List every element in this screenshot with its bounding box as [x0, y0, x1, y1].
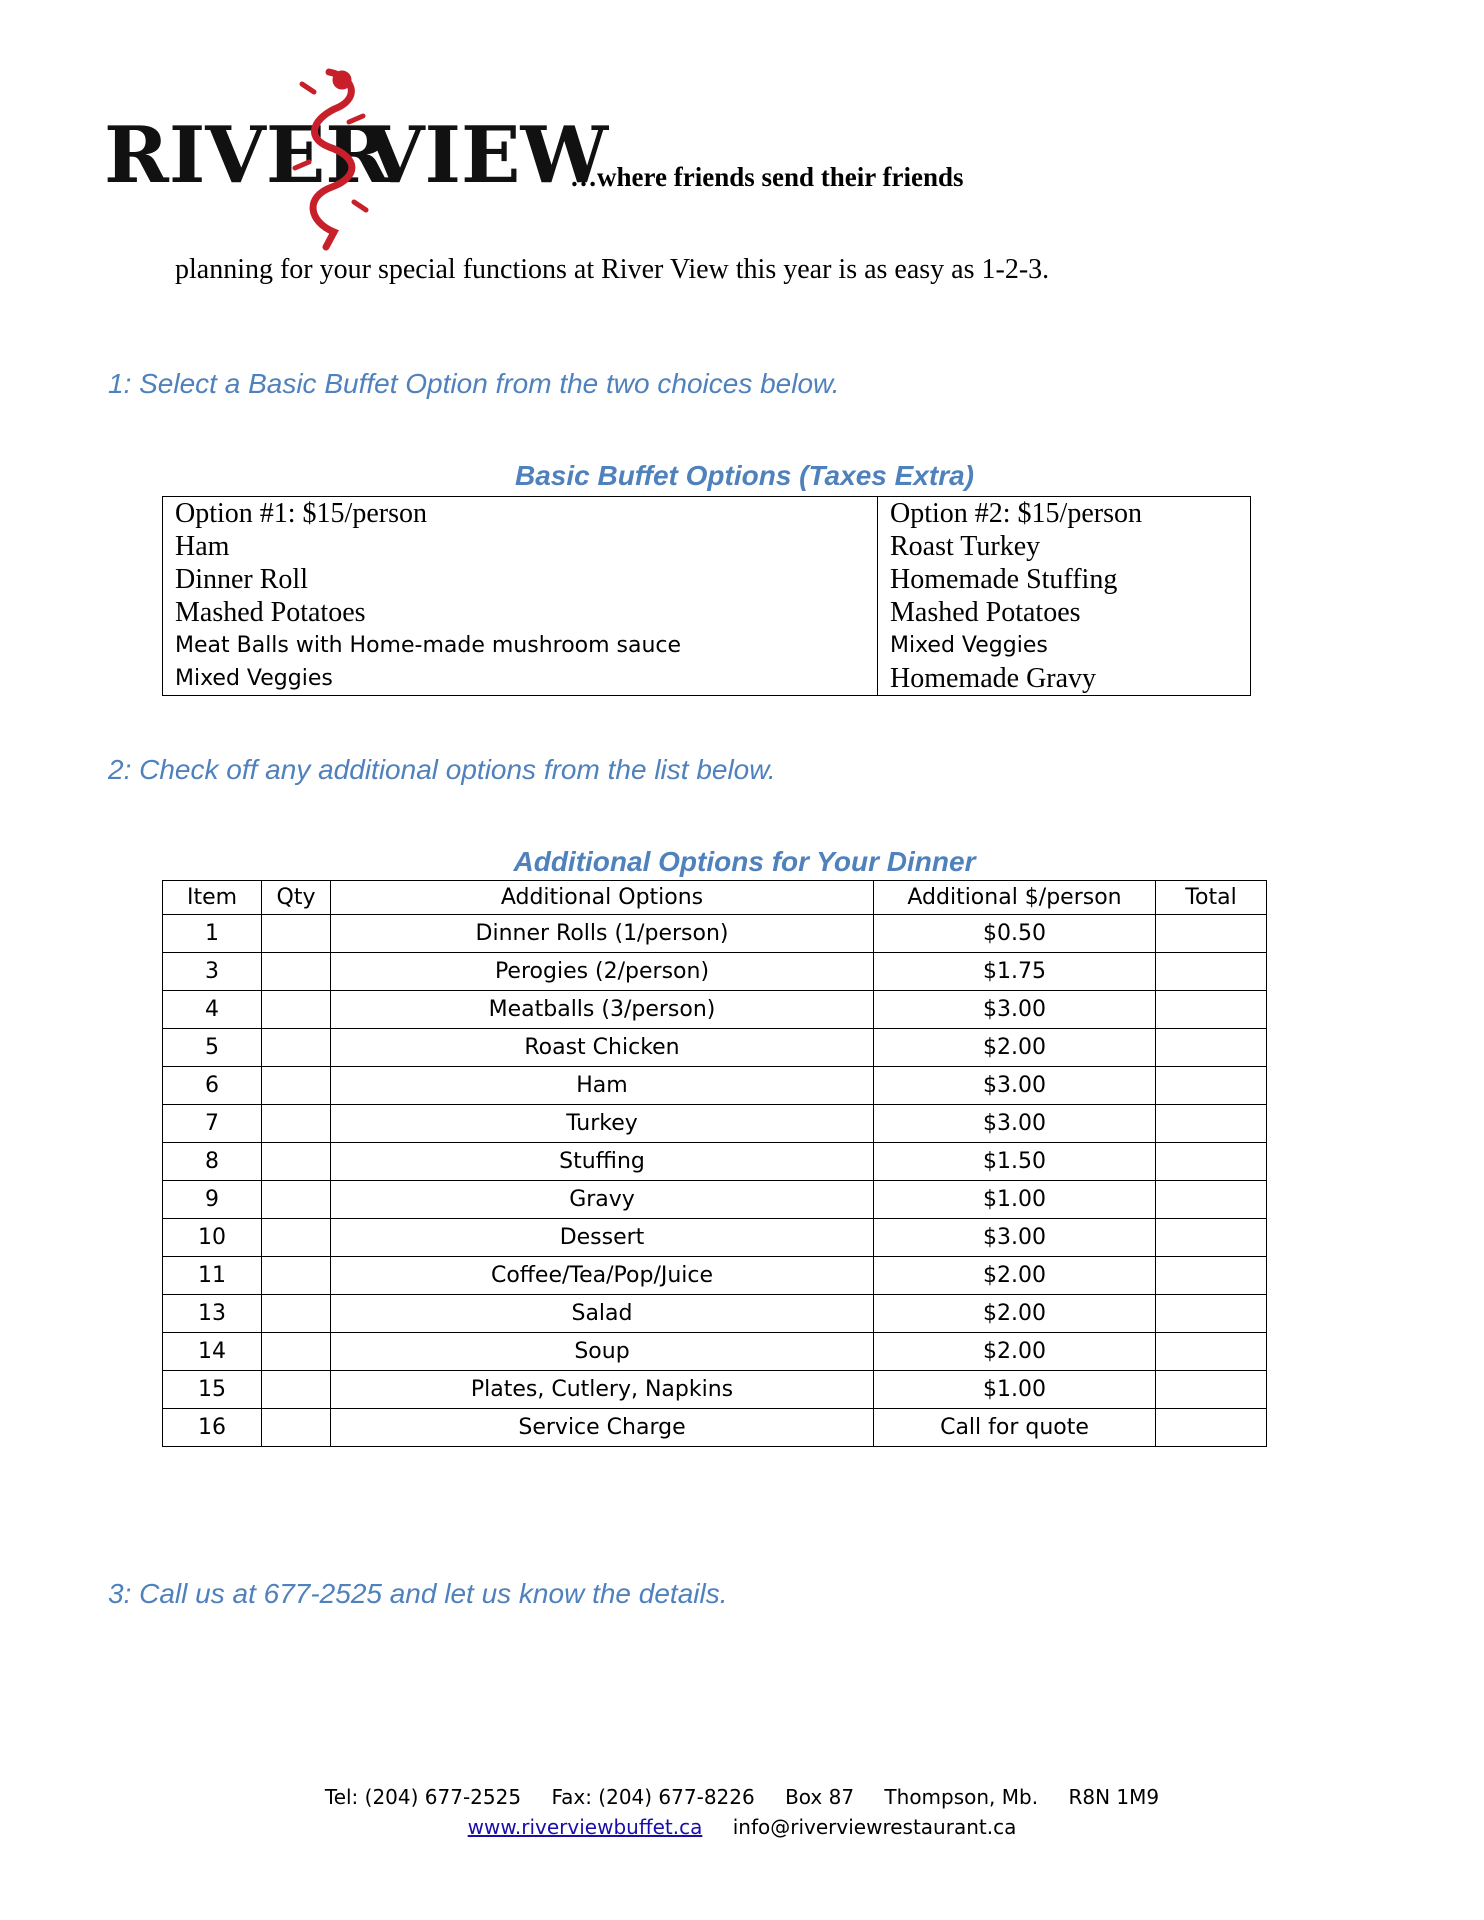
- step-1-heading: 1: Select a Basic Buffet Option from the two choices below.: [108, 368, 840, 399]
- option-2-item: Homemade Stuffing: [890, 564, 1118, 595]
- header-item: Item: [163, 881, 262, 915]
- table-row: [163, 1295, 1267, 1333]
- option-2-cell: [878, 497, 1251, 696]
- option-cell: Salad: [331, 1295, 874, 1333]
- option-1-cell: [163, 497, 878, 696]
- price-cell: $2.00: [874, 1029, 1156, 1067]
- qty-cell[interactable]: [262, 1257, 331, 1295]
- qty-cell[interactable]: [262, 1333, 331, 1371]
- total-cell[interactable]: [1156, 1181, 1267, 1219]
- total-cell[interactable]: [1156, 1409, 1267, 1447]
- qty-cell[interactable]: [262, 953, 331, 991]
- price-cell: $3.00: [874, 991, 1156, 1029]
- logo-text-right: VIEW: [364, 110, 609, 201]
- item-cell: 8: [163, 1143, 262, 1181]
- logo-text-left: RIVER: [104, 110, 391, 201]
- header-total: Total: [1156, 881, 1267, 915]
- table-row: [163, 1029, 1267, 1067]
- table-row: [163, 953, 1267, 991]
- qty-cell[interactable]: [262, 1371, 331, 1409]
- table-row: [163, 1409, 1267, 1447]
- price-cell: $2.00: [874, 1333, 1156, 1371]
- option-cell: Meatballs (3/person): [331, 991, 874, 1029]
- item-cell: 3: [163, 953, 262, 991]
- option-cell: Roast Chicken: [331, 1029, 874, 1067]
- website-link[interactable]: www.riverviewbuffet.ca: [467, 1815, 703, 1839]
- item-cell: 16: [163, 1409, 262, 1447]
- item-cell: 13: [163, 1295, 262, 1333]
- table-row: [163, 991, 1267, 1029]
- table-row: [163, 1181, 1267, 1219]
- header-qty: Qty: [262, 881, 331, 915]
- option-2-item: Mashed Potatoes: [890, 597, 1081, 628]
- option-cell: Gravy: [331, 1181, 874, 1219]
- basic-buffet-title: Basic Buffet Options (Taxes Extra): [514, 460, 974, 491]
- option-1-item: Mixed Veggies: [175, 666, 333, 691]
- option-cell: Stuffing: [331, 1143, 874, 1181]
- price-cell: $2.00: [874, 1295, 1156, 1333]
- option-cell: Dessert: [331, 1219, 874, 1257]
- qty-cell[interactable]: [262, 1105, 331, 1143]
- table-row: [163, 1105, 1267, 1143]
- table-row: [163, 1257, 1267, 1295]
- total-cell[interactable]: [1156, 1105, 1267, 1143]
- option-cell: Coffee/Tea/Pop/Juice: [331, 1257, 874, 1295]
- header-price: Additional $/person: [874, 881, 1156, 915]
- option-2-item: Homemade Gravy: [890, 663, 1097, 694]
- price-cell: $0.50: [874, 915, 1156, 953]
- qty-cell[interactable]: [262, 1029, 331, 1067]
- table-row: [163, 1067, 1267, 1105]
- footer-postal: R8N 1M9: [1068, 1785, 1160, 1809]
- total-cell[interactable]: [1156, 1029, 1267, 1067]
- total-cell[interactable]: [1156, 1371, 1267, 1409]
- additional-options-title: Additional Options for Your Dinner: [513, 846, 976, 877]
- option-1-header: Option #1: $15/person: [175, 498, 427, 529]
- qty-cell[interactable]: [262, 1143, 331, 1181]
- footer-fax: Fax: (204) 677-8226: [551, 1785, 755, 1809]
- total-cell[interactable]: [1156, 1333, 1267, 1371]
- total-cell[interactable]: [1156, 1067, 1267, 1105]
- qty-cell[interactable]: [262, 1219, 331, 1257]
- option-1-item: Meat Balls with Home-made mushroom sauce: [175, 633, 682, 658]
- item-cell: 14: [163, 1333, 262, 1371]
- item-cell: 4: [163, 991, 262, 1029]
- price-cell: Call for quote: [874, 1409, 1156, 1447]
- table-row: [163, 1371, 1267, 1409]
- price-cell: $1.00: [874, 1181, 1156, 1219]
- basic-buffet-table: [162, 496, 1251, 696]
- intro-text: planning for your special functions at River View this year is as easy as 1-2-3.: [175, 254, 1050, 285]
- footer-contact: [0, 1785, 1484, 1809]
- item-cell: 9: [163, 1181, 262, 1219]
- price-cell: $3.00: [874, 1219, 1156, 1257]
- total-cell[interactable]: [1156, 1295, 1267, 1333]
- price-cell: $1.00: [874, 1371, 1156, 1409]
- total-cell[interactable]: [1156, 953, 1267, 991]
- tagline: …where friends send their friends: [570, 162, 964, 192]
- price-cell: $1.75: [874, 953, 1156, 991]
- item-cell: 7: [163, 1105, 262, 1143]
- option-cell: Dinner Rolls (1/person): [331, 915, 874, 953]
- price-cell: $3.00: [874, 1105, 1156, 1143]
- option-2-item: Mixed Veggies: [890, 633, 1048, 658]
- footer-email: info@riverviewrestaurant.ca: [732, 1815, 1017, 1839]
- qty-cell[interactable]: [262, 1067, 331, 1105]
- option-1-item: Dinner Roll: [175, 564, 308, 595]
- option-cell: Soup: [331, 1333, 874, 1371]
- item-cell: 1: [163, 915, 262, 953]
- qty-cell[interactable]: [262, 1295, 331, 1333]
- option-2-item: Roast Turkey: [890, 531, 1041, 562]
- item-cell: 11: [163, 1257, 262, 1295]
- step-3-heading: 3: Call us at 677-2525 and let us know the details.: [108, 1578, 728, 1609]
- qty-cell[interactable]: [262, 991, 331, 1029]
- item-cell: 6: [163, 1067, 262, 1105]
- footer-address: Thompson, Mb.: [884, 1785, 1039, 1809]
- price-cell: $1.50: [874, 1143, 1156, 1181]
- item-cell: 5: [163, 1029, 262, 1067]
- option-1-item: Mashed Potatoes: [175, 597, 366, 628]
- total-cell[interactable]: [1156, 1219, 1267, 1257]
- riverview-logo: [104, 62, 609, 252]
- option-cell: Service Charge: [331, 1409, 874, 1447]
- logo-graphic: [104, 62, 609, 252]
- qty-cell[interactable]: [262, 1409, 331, 1447]
- qty-cell[interactable]: [262, 915, 331, 953]
- price-cell: $2.00: [874, 1257, 1156, 1295]
- total-cell[interactable]: [1156, 991, 1267, 1029]
- option-1-item: Ham: [175, 531, 230, 562]
- option-cell: Ham: [331, 1067, 874, 1105]
- footer-tel: Tel: (204) 677-2525: [324, 1785, 522, 1809]
- footer-box: Box 87: [785, 1785, 855, 1809]
- option-cell: Turkey: [331, 1105, 874, 1143]
- item-cell: 10: [163, 1219, 262, 1257]
- price-cell: $3.00: [874, 1067, 1156, 1105]
- option-cell: Plates, Cutlery, Napkins: [331, 1371, 874, 1409]
- total-cell[interactable]: [1156, 915, 1267, 953]
- table-row: [163, 1219, 1267, 1257]
- option-cell: Perogies (2/person): [331, 953, 874, 991]
- total-cell[interactable]: [1156, 1143, 1267, 1181]
- additional-options-table: [162, 880, 1267, 1447]
- qty-cell[interactable]: [262, 1181, 331, 1219]
- header-options: Additional Options: [331, 881, 874, 915]
- table-header-row: [163, 881, 1267, 915]
- option-2-header: Option #2: $15/person: [890, 498, 1142, 529]
- table-row: [163, 1143, 1267, 1181]
- step-2-heading: 2: Check off any additional options from the list below.: [108, 754, 776, 785]
- total-cell[interactable]: [1156, 1257, 1267, 1295]
- footer-web: [0, 1815, 1484, 1839]
- table-row: [163, 915, 1267, 953]
- table-row: [163, 1333, 1267, 1371]
- item-cell: 15: [163, 1371, 262, 1409]
